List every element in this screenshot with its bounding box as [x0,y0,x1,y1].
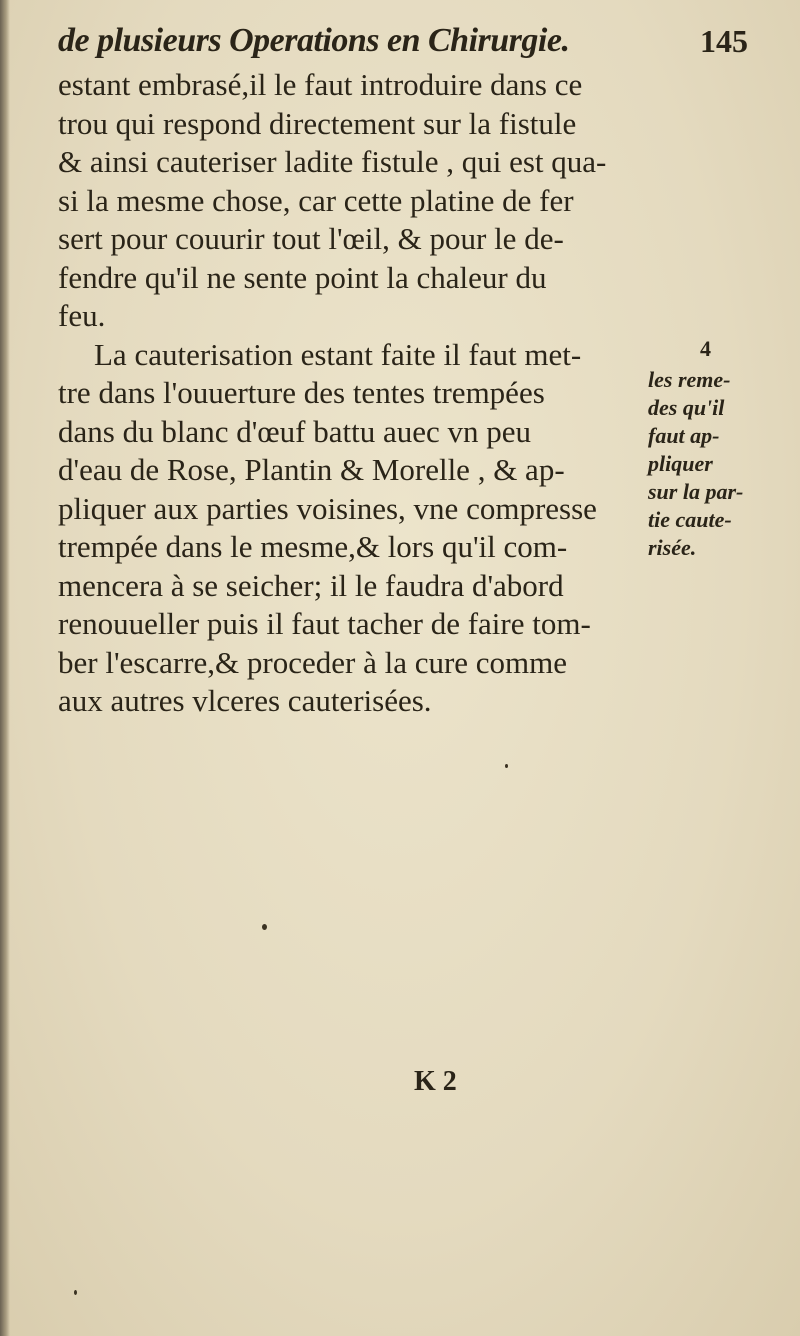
text-line: mencera à se seicher; il le faudra d'abord [58,567,564,603]
text-line: sert pour couurir tout l'œil, & pour le de- [58,221,564,256]
text-line: renouueller puis il faut tacher de faire tom- [58,606,591,641]
margin-line: tie caute- [648,507,732,532]
margin-line: des qu'il [648,395,725,420]
text-line: aux autres vlceres cauterisées. [58,683,432,718]
margin-line: les reme- [648,367,731,392]
margin-line: pliquer [648,451,713,476]
margin-line: sur la par- [648,479,744,504]
ink-speck [74,1290,77,1295]
text-line: feu. [58,298,106,333]
signature-mark: K 2 [414,1066,457,1097]
text-line: pliquer aux parties voisines, vne compresse [58,490,597,526]
margin-line: faut ap- [648,423,720,448]
margin-line: risée. [648,535,697,560]
text-line: trempée dans le mesme,& lors qu'il com- [58,529,568,564]
margin-note [648,366,796,562]
binding-edge [0,0,10,1336]
text-line: ber l'escarre,& proceder à la cure comme [58,644,568,680]
text-line: & ainsi cauteriser ladite fistule , qui est qua- [58,144,607,179]
text-line: tre dans l'ouuerture des tentes trempées [58,375,545,410]
text-line: fendre qu'il ne sente point la chaleur du [58,259,547,295]
text-line: La cauterisation estant faite il faut met- [94,336,582,372]
text-line: dans du blanc d'œuf battu auec vn peu [58,413,532,449]
ink-speck [505,764,508,768]
page-number: 145 [700,23,748,59]
text-line: estant embrasé,il le faut introduire dans ce [58,67,583,102]
margin-note-number: 4 [700,336,711,361]
text-line: si la mesme chose, car cette platine de fer [58,182,574,218]
running-title: de plusieurs Operations en Chirurgie. [58,22,570,59]
text-line: d'eau de Rose, Plantin & Morelle , & ap- [58,452,565,487]
body-text [58,66,658,721]
text-line: trou qui respond directement sur la fistule [58,105,577,141]
ink-speck [262,924,267,930]
